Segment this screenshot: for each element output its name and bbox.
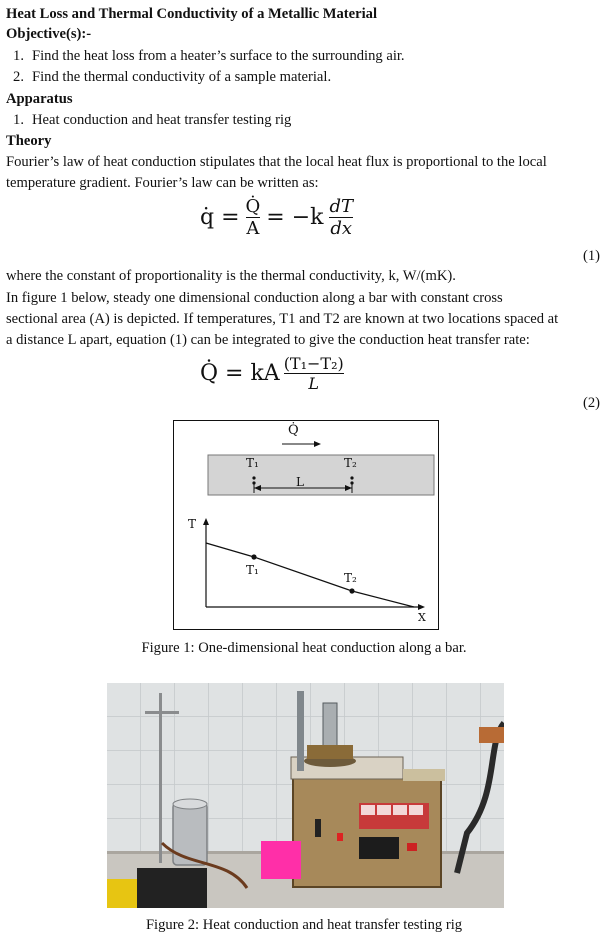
theory-paragraph-line: sectional area (A) is depicted. If temperatures, T1 and T2 are known at two locations spaced at [6, 311, 559, 327]
t2-graph-label: T₂ [344, 571, 357, 585]
t2-point [349, 588, 354, 593]
list-text: Find the thermal conductivity of a sample material. [32, 69, 332, 85]
eq1-frac2-numerator: dT [329, 196, 354, 217]
t1-point [251, 554, 256, 559]
eq2-lhs: Q̇ = kA [200, 361, 280, 386]
apparatus-item [6, 111, 291, 129]
figure-2-photo [107, 683, 504, 908]
theory-paragraph-line: In figure 1 below, steady one dimensional conduction along a bar with constant cross [6, 290, 503, 306]
eq1-middle: = −k [266, 205, 324, 230]
eq1-frac2-denominator: dx [330, 218, 353, 239]
list-text: Find the heat loss from a heater’s surface to the surrounding air. [32, 48, 405, 64]
eq1-fraction-1 [246, 196, 261, 239]
eq1-frac1-numerator: Q̇ [245, 196, 261, 217]
eq2-denominator: L [308, 374, 320, 393]
heat-flow-label: Q̇ [288, 423, 299, 438]
theory-paragraph-line: where the constant of proportionality is the thermal conductivity, k, W/(mK). [6, 268, 456, 284]
length-label: L [296, 475, 304, 489]
equation-1 [200, 196, 353, 239]
figure-1-caption: Figure 1: One-dimensional heat conduction along a bar. [141, 640, 467, 656]
objectives-heading: Objective(s):- [6, 26, 92, 42]
theory-heading: Theory [6, 133, 52, 149]
document-title: Heat Loss and Thermal Conductivity of a Metallic Material [6, 6, 378, 22]
t1-bar-label: T₁ [246, 456, 259, 470]
figure-1-diagram [173, 420, 439, 630]
objective-item [6, 47, 405, 65]
eq1-frac1-denominator: A [246, 218, 260, 239]
eq1-lhs: q̇ = [200, 205, 240, 230]
temperature-profile-line [206, 543, 414, 607]
theory-paragraph-line: Fourier’s law of heat conduction stipulates that the local heat flux is proportional to the local [6, 154, 547, 170]
objective-item [6, 68, 331, 86]
eq2-numerator: (T₁−T₂) [283, 354, 344, 373]
list-number: 2. [13, 69, 24, 85]
t1-graph-label: T₁ [246, 563, 259, 577]
apparatus-heading: Apparatus [6, 91, 73, 107]
eq1-fraction-2 [329, 196, 353, 239]
equation-2-number: (2) [582, 395, 600, 411]
x-axis-label: X [418, 611, 426, 624]
list-text: Heat conduction and heat transfer testing rig [32, 112, 292, 128]
t2-bar-label: T₂ [344, 456, 357, 470]
eq2-fraction [284, 354, 344, 393]
t-axis-label: T [188, 517, 197, 531]
equation-1-number: (1) [582, 248, 600, 264]
list-number: 1. [13, 48, 24, 64]
conducting-bar [208, 455, 434, 495]
figure-2-caption: Figure 2: Heat conduction and heat transfer testing rig [145, 917, 463, 933]
theory-paragraph-line: a distance L apart, equation (1) can be integrated to give the conduction heat transfer rate: [6, 332, 530, 348]
theory-paragraph-line: temperature gradient. Fourier’s law can be written as: [6, 175, 319, 191]
equation-2 [200, 354, 344, 393]
list-number: 1. [13, 112, 24, 128]
